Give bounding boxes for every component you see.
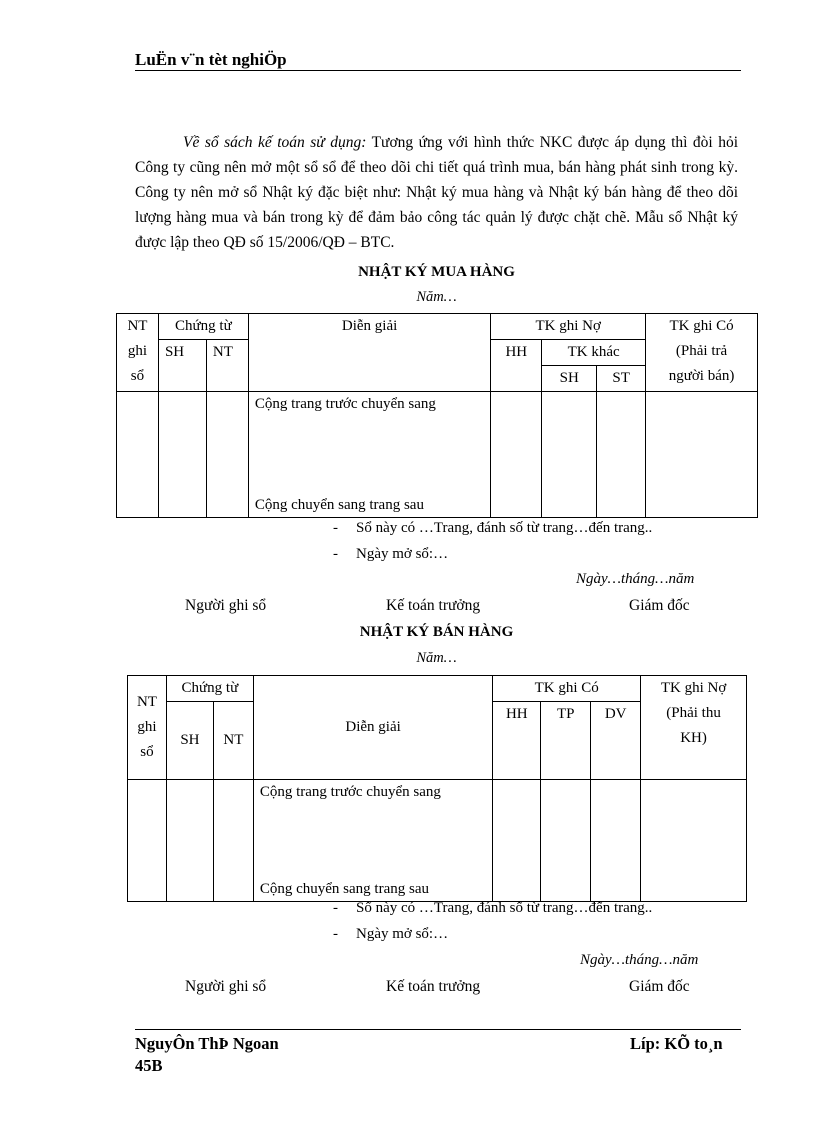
footer-class-code: 45B (135, 1056, 163, 1075)
purchase-journal-year: Năm… (416, 289, 457, 305)
sales-row-carried-in: Cộng trang trước chuyển sang (259, 784, 441, 800)
purchase-note-pages: - Sổ này có …Trang, đánh số từ trang…đến trang.. (333, 520, 653, 536)
purchase-col-tk-co: TK ghi Có (Phải trả người bán) (646, 314, 758, 392)
purchase-col-hh: HH (491, 340, 542, 392)
purchase-journal-table (116, 313, 758, 518)
purchase-sig-recorder: Người ghi sổ (185, 597, 267, 614)
purchase-col-tk-khac: TK khác (542, 340, 646, 366)
sales-col-dien-giai: Diễn giải (253, 676, 493, 780)
sales-col-tk-no: TK ghi Nợ (Phải thu KH) (641, 676, 747, 780)
purchase-col-sh2: SH (542, 366, 597, 392)
purchase-col-chung-tu: Chứng từ (158, 314, 248, 340)
sales-sig-recorder: Người ghi sổ (185, 978, 267, 995)
footer-rule (135, 1029, 741, 1030)
sales-sig-chief-accountant: Kế toán trưởng (386, 978, 481, 995)
intro-lead: Về sổ sách kế toán sử dụng: (183, 134, 367, 151)
sales-col-chung-tu: Chứng từ (166, 676, 253, 702)
sales-journal-year: Năm… (416, 650, 457, 666)
purchase-col-st: ST (597, 366, 646, 392)
sales-col-nt2: NT (213, 702, 253, 780)
purchase-col-dien-giai: Diễn giải (248, 314, 491, 392)
sales-col-dv: DV (591, 702, 641, 780)
purchase-col-nt2: NT (206, 340, 248, 392)
purchase-col-sh: SH (158, 340, 206, 392)
sales-col-tp: TP (541, 702, 591, 780)
purchase-col-nt: NT ghi sổ (117, 314, 159, 392)
purchase-sig-chief-accountant: Kế toán trưởng (386, 597, 481, 614)
sales-note-open-date: - Ngày mở sổ:… (333, 926, 449, 942)
purchase-date-line: Ngày…tháng…năm (576, 571, 695, 587)
sales-journal-table (127, 675, 747, 902)
footer-class-label: Líp: KÕ to¸n (630, 1034, 723, 1053)
header-rule (135, 70, 741, 71)
purchase-sig-director: Giám đốc (629, 597, 690, 614)
sales-journal-title: NHẬT KÝ BÁN HÀNG (359, 624, 514, 640)
sales-col-tk-co: TK ghi Có (493, 676, 641, 702)
sales-col-nt: NT ghi sổ (128, 676, 167, 780)
footer-author-name: NguyÔn ThÞ Ngoan (135, 1034, 279, 1053)
page-header-title: LuËn v¨n tèt nghiÖp (135, 50, 287, 69)
purchase-note-open-date: - Ngày mở sổ:… (333, 546, 449, 562)
sales-sig-director: Giám đốc (629, 978, 690, 995)
intro-paragraph (135, 130, 738, 255)
sales-row-carried-out: Cộng chuyển sang trang sau (259, 881, 429, 897)
sales-body-desc (253, 780, 493, 902)
purchase-row-carried-in: Cộng trang trước chuyển sang (254, 396, 436, 412)
sales-col-sh: SH (166, 702, 213, 780)
sales-date-line: Ngày…tháng…năm (580, 952, 699, 968)
intro-text: Tương ứng với hình thức NKC được áp dụng thì đòi hỏi Công ty cũng nên mở một sổ sổ để theo dõi chi tiết quá trình mua, bán hàng phát sinh trong kỳ. Công ty nên mở sổ Nhật ký đặc biệt như: Nhật ký mua hàng và Nhật ký bán hàng để theo dõi lượng hàng mua và bán trong kỳ để đảm bảo công tác quản lý được chặt chẽ. Mẫu sổ Nhật ký được lập theo QĐ số 15/2006/QĐ – BTC. (135, 134, 738, 251)
purchase-row-carried-out: Cộng chuyển sang trang sau (254, 497, 424, 513)
sales-col-hh: HH (493, 702, 541, 780)
purchase-journal-title: NHẬT KÝ MUA HÀNG (358, 264, 515, 280)
purchase-col-tk-no: TK ghi Nợ (491, 314, 646, 340)
sales-note-pages: - Sổ này có …Trang, đánh số từ trang…đến trang.. (333, 900, 653, 916)
purchase-body-desc (248, 392, 491, 518)
